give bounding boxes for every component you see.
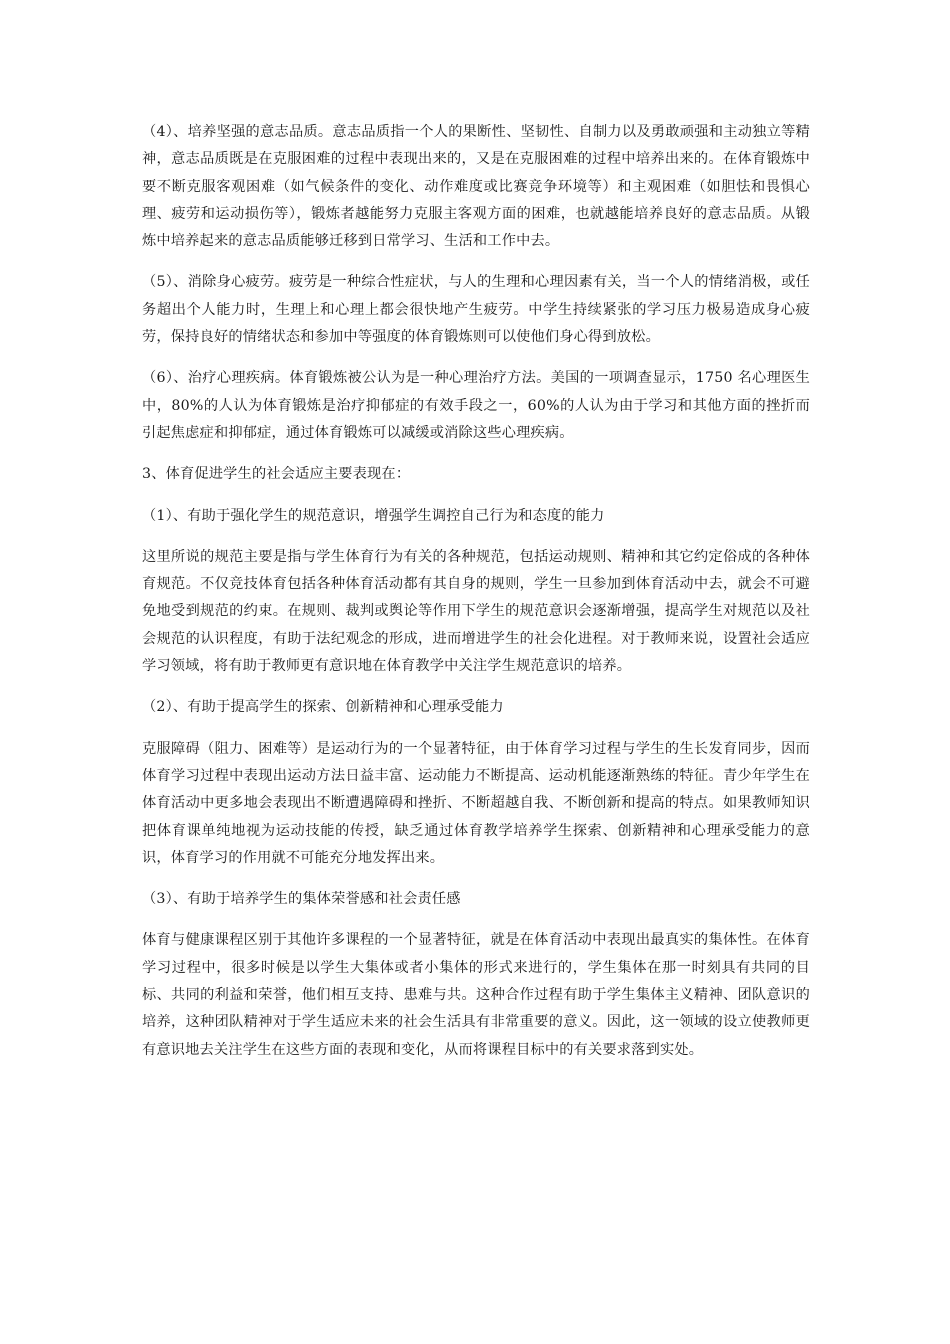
- subheading-innovation: （2）、有助于提高学生的探索、创新精神和心理承受能力: [142, 699, 504, 716]
- paragraph-psychological-disease: （6）、治疗心理疾病。体育锻炼被公认为是一种心理治疗方法。美国的一项调查显示，1750 名心理医生中，80%的人认为体育锻炼是治疗抑郁症的有效手段之一，60%的人认为由于学习和其他方面的挫折而引起焦虑症和抑郁症，通过体育锻炼可以减缓或消除这些心理疾病。: [142, 370, 810, 441]
- subheading-collective-honor: （3）、有助于培养学生的集体荣誉感和社会责任感: [142, 891, 461, 908]
- section-heading-social-adaptation: 3、体育促进学生的社会适应主要表现在：: [142, 466, 411, 483]
- document-page: [142, 119, 810, 1078]
- subheading-norm-awareness: （1）、有助于强化学生的规范意识，增强学生调控自己行为和态度的能力: [142, 507, 605, 524]
- paragraph-collective-honor: 体育与健康课程区别于其他许多课程的一个显著特征，就是在体育活动中表现出最真实的集体性。在体育学习过程中，很多时候是以学生大集体或者小集体的形式来进行的，学生集体在那一时刻具有共同的目标、共同的利益和荣誉，他们相互支持、患难与共。这种合作过程有助于学生集体主义精神、团队意识的培养，这种团队精神对于学生适应未来的社会生活具有非常重要的意义。因此，这一领域的设立使教师更有意识地去关注学生在这些方面的表现和变化，从而将课程目标中的有关要求落到实处。: [142, 932, 810, 1058]
- paragraph-norm-awareness: 这里所说的规范主要是指与学生体育行为有关的各种规范，包括运动规则、精神和其它约定俗成的各种体育规范。不仅竞技体育包括各种体育活动都有其自身的规则，学生一旦参加到体育活动中去，就会不可避免地受到规范的约束。在规则、裁判或舆论等作用下学生的规范意识会逐渐增强，提高学生对规范以及社会规范的认识程度，有助于法纪观念的形成，进而增进学生的社会化进程。对于教师来说，设置社会适应学习领域，将有助于教师更有意识地在体育教学中关注学生规范意识的培养。: [142, 548, 810, 675]
- paragraph-innovation: 克服障碍（阻力、困难等）是运动行为的一个显著特征，由于体育学习过程与学生的生长发育同步，因而体育学习过程中表现出运动方法日益丰富、运动能力不断提高、运动机能逐渐熟练的特征。青少年学生在体育活动中更多地会表现出不断遭遇障碍和挫折、不断超越自我、不断创新和提高的特点。如果教师知识把体育课单纯地视为运动技能的传授，缺乏通过体育教学培养学生探索、创新精神和心理承受能力的意识，体育学习的作用就不可能充分地发挥出来。: [142, 740, 810, 866]
- paragraph-fatigue: （5）、消除身心疲劳。疲劳是一种综合性症状，与人的生理和心理因素有关，当一个人的情绪消极，或任务超出个人能力时，生理上和心理上都会很快地产生疲劳。中学生持续紧张的学习压力极易造成身心疲劳，保持良好的情绪状态和参加中等强度的体育锻炼则可以使他们身心得到放松。: [142, 274, 810, 346]
- paragraph-willpower: （4）、培养坚强的意志品质。意志品质指一个人的果断性、坚韧性、自制力以及勇敢顽强和主动独立等精神，意志品质既是在克服困难的过程中表现出来的，又是在克服困难的过程中培养出来的。在体育锻炼中要不断克服客观困难（如气候条件的变化、动作难度或比赛竞争环境等）和主观困难（如胆怯和畏惧心理、疲劳和运动损伤等），锻炼者越能努力克服主客观方面的困难，也就越能培养良好的意志品质。从锻炼中培养起来的意志品质能够迁移到日常学习、生活和工作中去。: [142, 124, 810, 250]
